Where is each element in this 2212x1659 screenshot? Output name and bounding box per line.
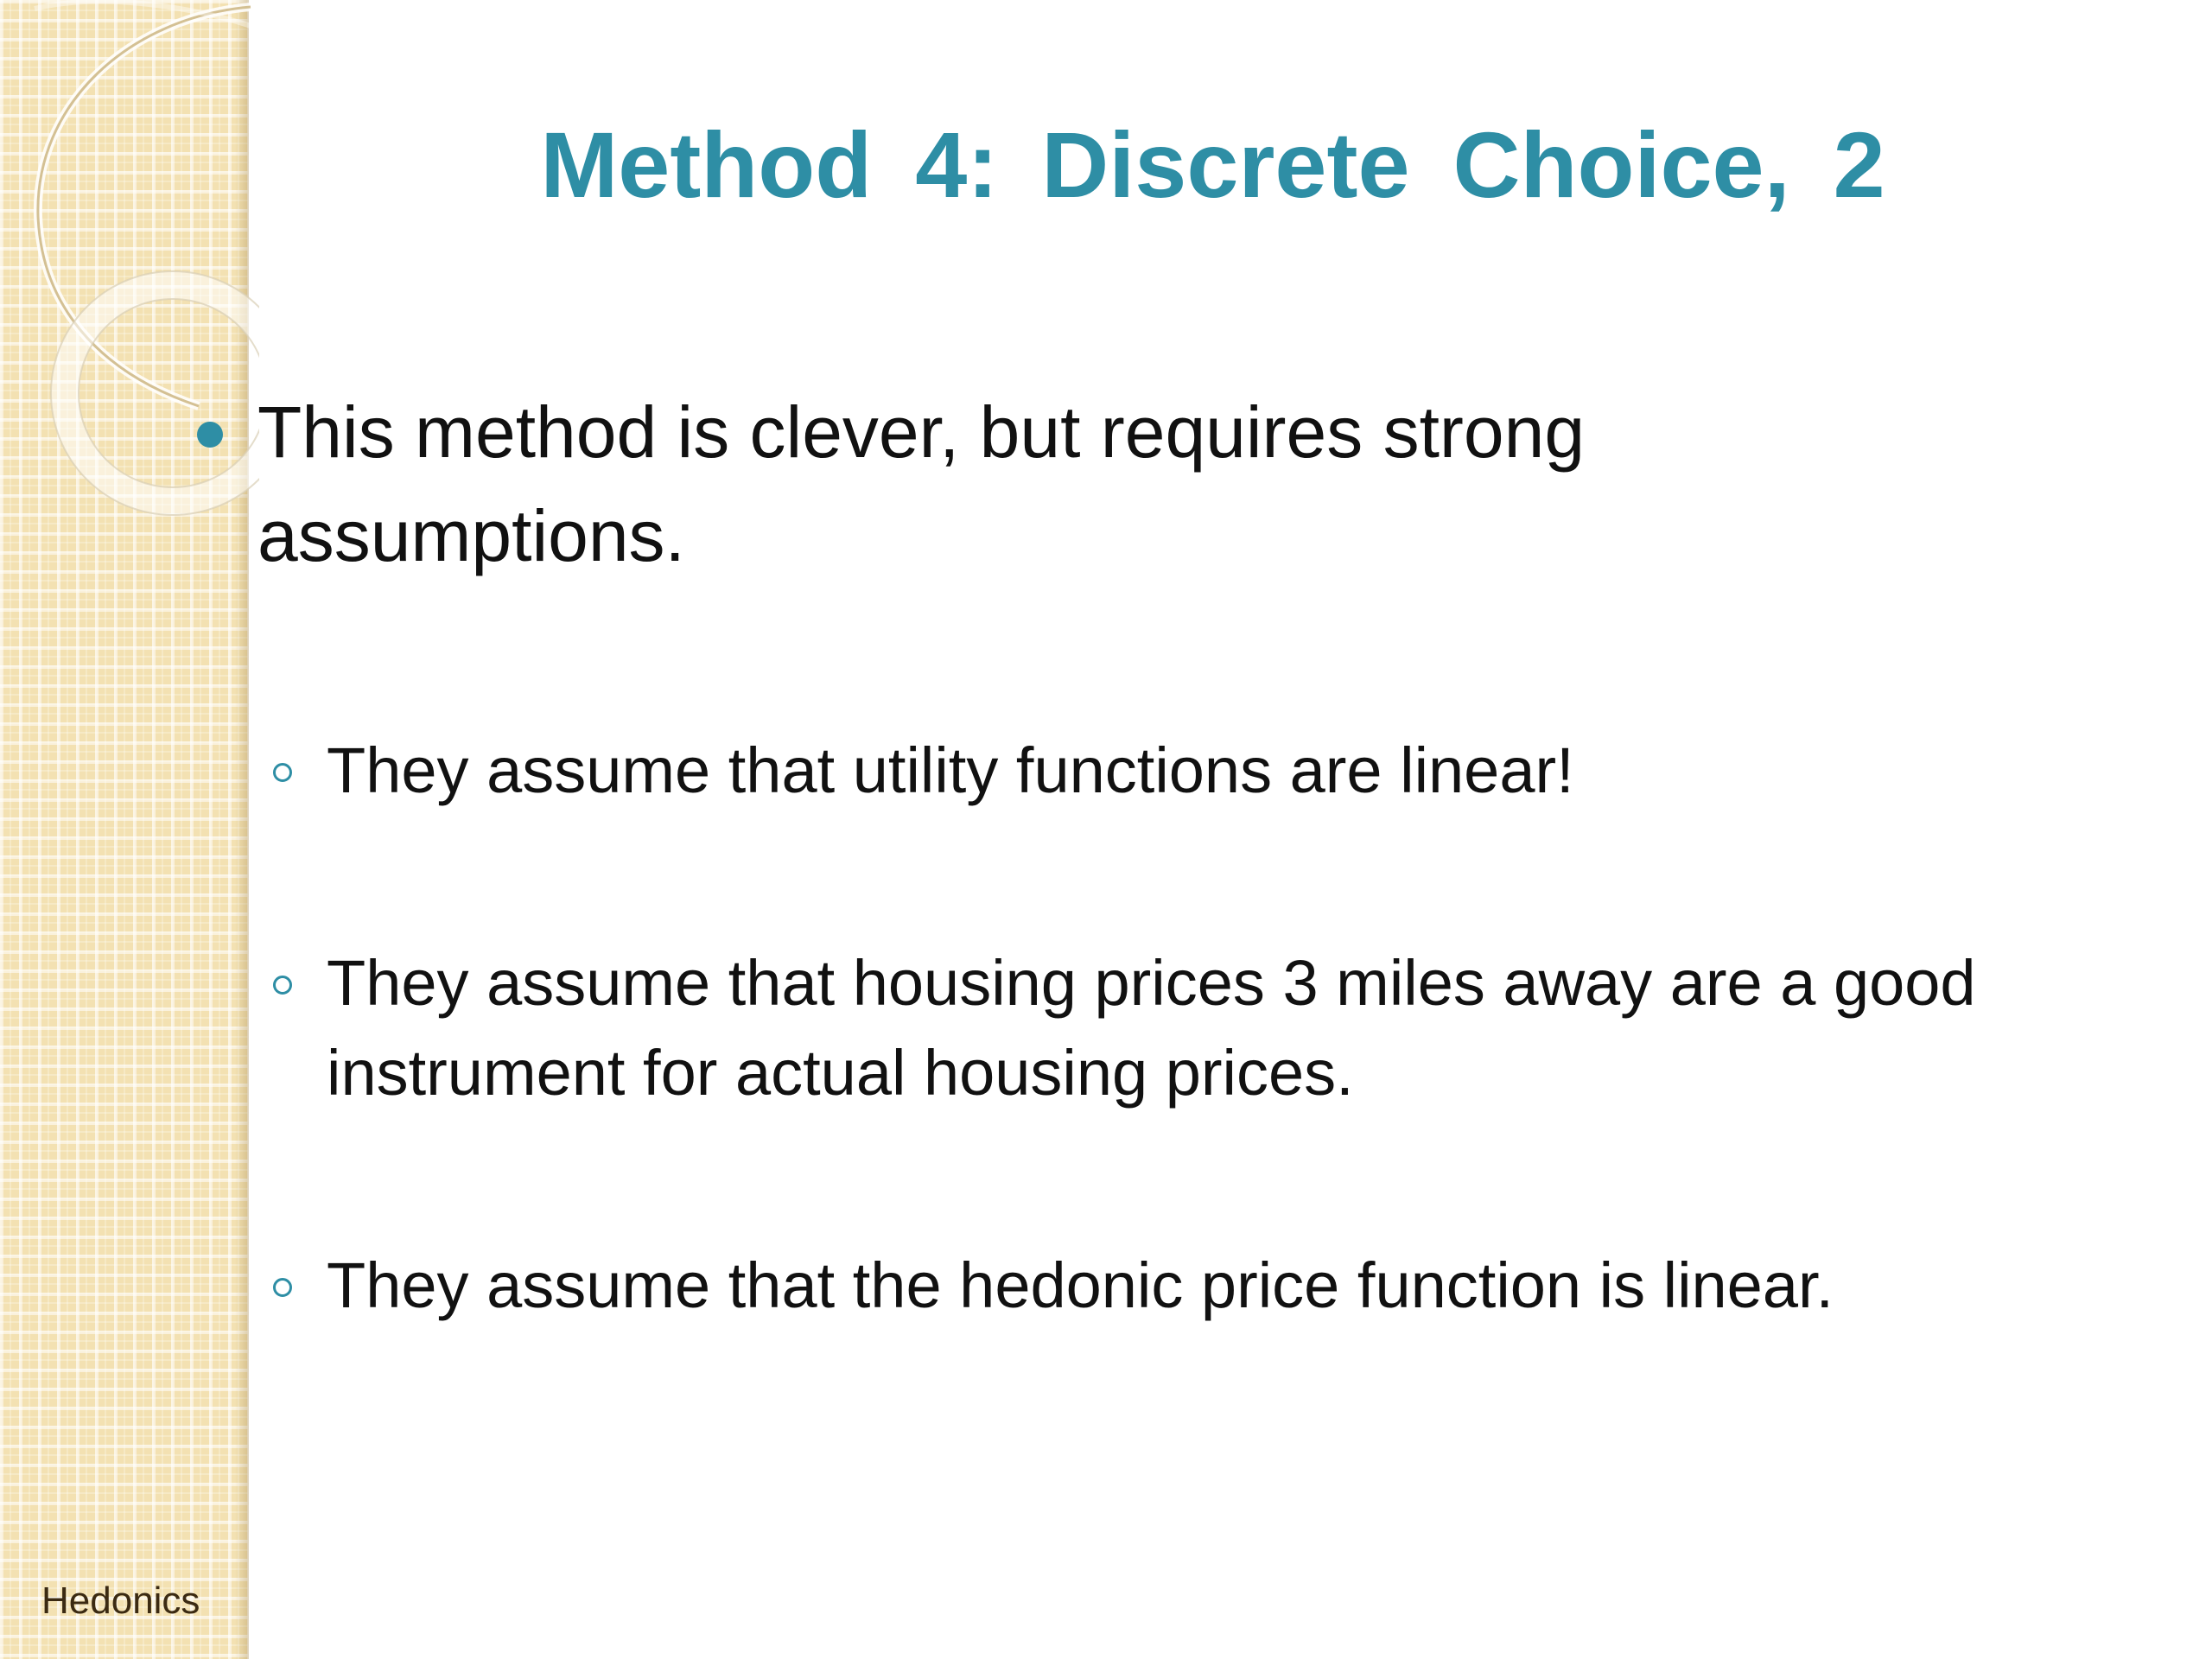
- bullet-dot-icon: [197, 422, 223, 448]
- sub-bullet-ring-icon: [273, 1278, 292, 1297]
- slide-title: Method 4: Discrete Choice, 2: [540, 112, 1885, 217]
- sub-bullet-ring-icon: [273, 976, 292, 995]
- sub-bullet-2: They assume that housing prices 3 miles away are a good instrument for actual housing prices.: [327, 947, 1976, 1109]
- bullet-main-text: This method is clever, but requires strong assumptions.: [257, 391, 1586, 576]
- sub-bullet-3: They assume that the hedonic price function is linear.: [327, 1249, 1834, 1321]
- sub-bullet-ring-icon: [273, 763, 292, 782]
- sub-bullet-1: They assume that utility functions are linear!: [327, 734, 1574, 806]
- footer-label: Hedonics: [41, 1580, 200, 1622]
- decorative-rings: [0, 0, 259, 553]
